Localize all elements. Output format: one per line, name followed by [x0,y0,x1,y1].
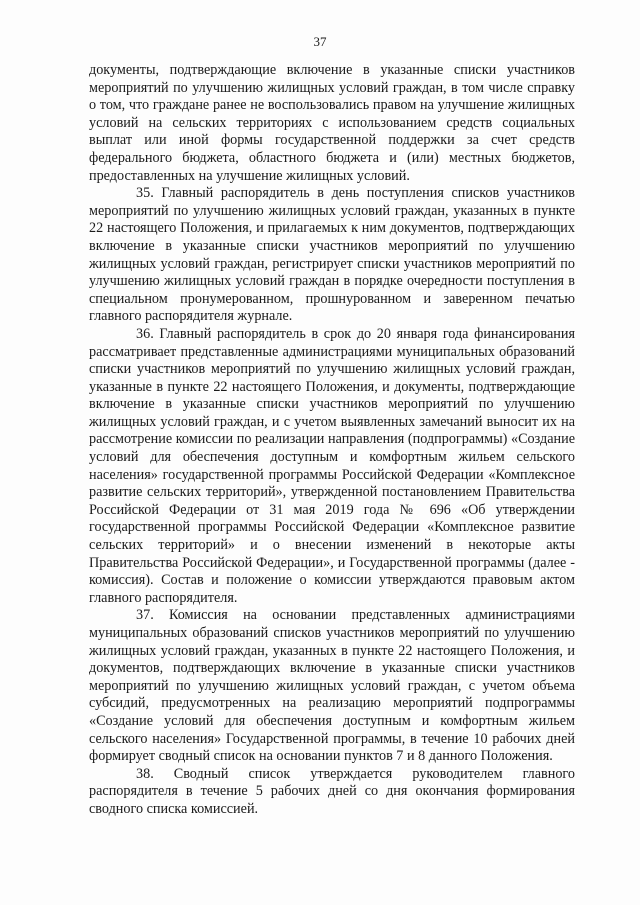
paragraph-continuation: документы, подтверждающие включение в указанные списки участников мероприятий по улучшению жилищных условий граждан, в том числе справку о том, что граждане ранее не воспользовались правом на улучшение жилищных условий на сельских территориях с использованием средств социальных выплат или иной формы государственной поддержки за счет средств федерального бюджета, областного бюджета и (или) местных бюджетов, предоставленных на улучшение жилищных условий. [89,62,575,184]
paragraph-item-35: 35. Главный распорядитель в день поступления списков участников мероприятий по улучшению жилищных условий граждан, указанных в пункте 22 настоящего Положения, и прилагаемых к ним документов, подтверждающих включение в указанные списки участников мероприятий по улучшению жилищных условий граждан, регистрирует списки участников мероприятий по улучшению жилищных условий граждан в порядке очередности поступления в специальном пронумерованном, прошнурованном и заверенном печатью главного распорядителя журнале. [89,185,575,325]
document-body [89,62,575,819]
paragraph-item-36: 36. Главный распорядитель в срок до 20 января года финансирования рассматривает представленные администрациями муниципальных образований списки участников мероприятий по улучшению жилищных условий граждан, указанные в пункте 22 настоящего Положения, и документы, подтверждающие включение в указанные списки участников мероприятий по улучшению жилищных условий граждан, и с учетом выявленных замечаний выносит их на рассмотрение комиссии по реализации направления (подпрограммы) «Создание условий для обеспечения доступным и комфортным жильем сельского населения» государственной программы Российской Федерации «Комплексное развитие сельских территорий», утвержденной постановлением Правительства Российской Федерации от 31 мая 2019 года № 696 «Об утверждении государственной программы Российской Федерации «Комплексное развитие сельских территорий» и о внесении изменений в некоторые акты Правительства Российской Федерации», и Государственной программы (далее - комиссия). Состав и положение о комиссии утверждаются правовым актом главного распорядителя. [89,325,575,606]
paragraph-item-38: 38. Сводный список утверждается руководителем главного распорядителя в течение 5 рабочих дней со дня окончания формирования сводного списка комиссией. [89,765,575,817]
paragraph-item-37: 37. Комиссия на основании представленных администрациями муниципальных образований списков участников мероприятий по улучшению жилищных условий граждан, указанных в пункте 22 настоящего Положения, и документов, подтверждающих включение в указанные списки участников мероприятий по улучшению жилищных условий граждан, с учетом объема субсидий, предусмотренных на реализацию мероприятий подпрограммы «Создание условий для обеспечения доступным и комфортным жильем сельского населения» Государственной программы, в течение 10 рабочих дней формирует сводный список на основании пунктов 7 и 8 данного Положения. [89,607,575,765]
page-number: 37 [313,34,327,49]
